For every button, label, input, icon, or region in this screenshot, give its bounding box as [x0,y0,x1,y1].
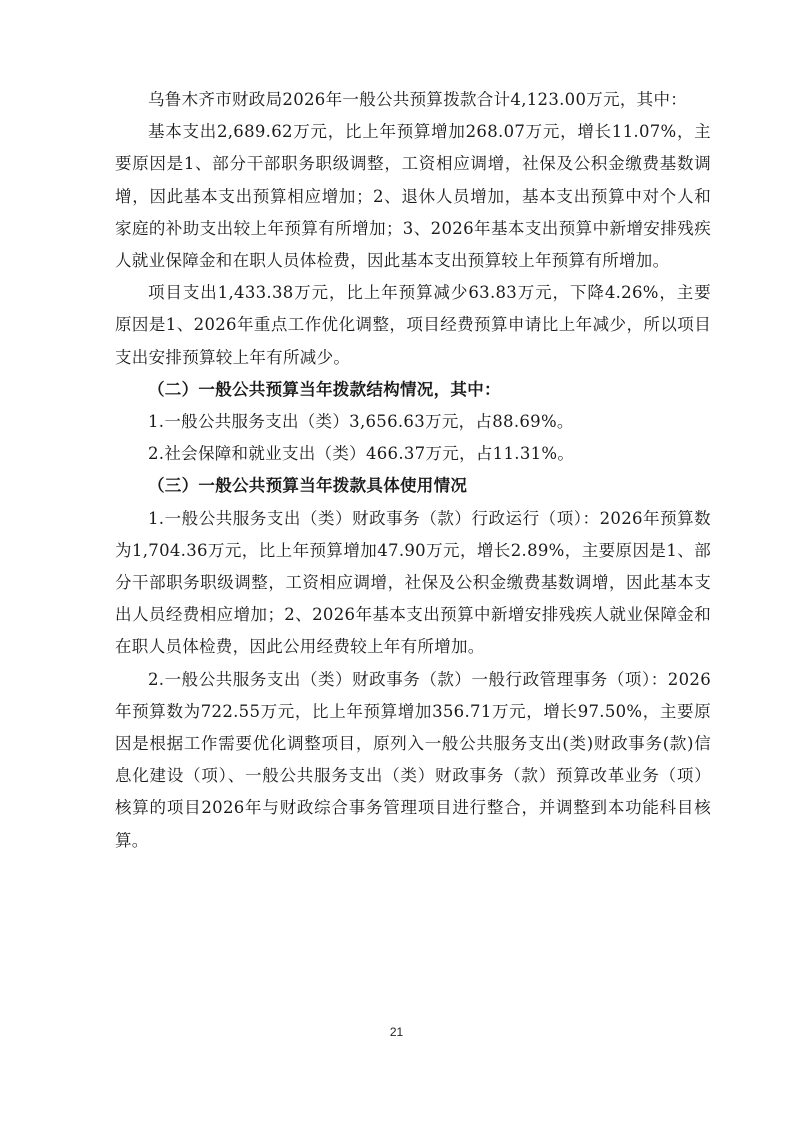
section-heading-usage: （三）一般公共预算当年拨款具体使用情况 [148,476,468,496]
paragraph-usage-item-1: 1.一般公共服务支出（类）财政事务（款）行政运行（项）：2026年预算数为1,704.36万元，比上年预算增加47.90万元，增长2.89%，主要原因是1、部分干部职务职级调整，工资相应调增，社保及公积金缴费基数调增，因此基本支出人员经费相应增加；2、2026年基本支出预算中新增安排残疾人就业保障金和在职人员体检费，因此公用经费较上年有所增加。 [115,508,711,657]
document-body [115,84,711,857]
paragraph-structure-item-1: 1.一般公共服务支出（类）3,656.63万元，占88.69%。 [148,412,574,432]
page-number: 21 [389,1025,404,1039]
paragraph-project-expenditure: 项目支出1,433.38万元，比上年预算减少63.83万元，下降4.26%，主要原因是1、2026年重点工作优化调整，项目经费预算申请比上年减少，所以项目支出安排预算较上年有所减少。 [115,283,711,367]
section-heading-structure: （二）一般公共预算当年拨款结构情况，其中： [148,379,501,399]
paragraph-basic-expenditure: 基本支出2,689.62万元，比上年预算增加268.07万元，增长11.07%，主要原因是1、部分干部职务职级调整，工资相应调增，社保及公积金缴费基数调增，因此基本支出预算相应增加；2、退休人员增加，基本支出预算中对个人和家庭的补助支出较上年预算有所增加；3、2026年基本支出预算中新增安排残疾人就业保障金和在职人员体检费，因此基本支出预算较上年预算有所增加。 [115,122,711,271]
paragraph-intro: 乌鲁木齐市财政局2026年一般公共预算拨款合计4,123.00万元，其中： [148,90,688,109]
paragraph-structure-item-2: 2.社会保障和就业支出（类）466.37万元，占11.31%。 [148,444,575,464]
paragraph-usage-item-2: 2.一般公共服务支出（类）财政事务（款）一般行政管理事务（项）：2026年预算数为722.55万元，比上年预算增加356.71万元，增长97.50%，主要原因是根据工作需要优化调整项目，原列入一般公共服务支出(类)财政事务(款)信息化建设（项）、一般公共服务支出（类）财政事务（款）预算改革业务（项）核算的项目2026年与财政综合事务管理项目进行整合，并调整到本功能科目核算。 [115,669,711,850]
